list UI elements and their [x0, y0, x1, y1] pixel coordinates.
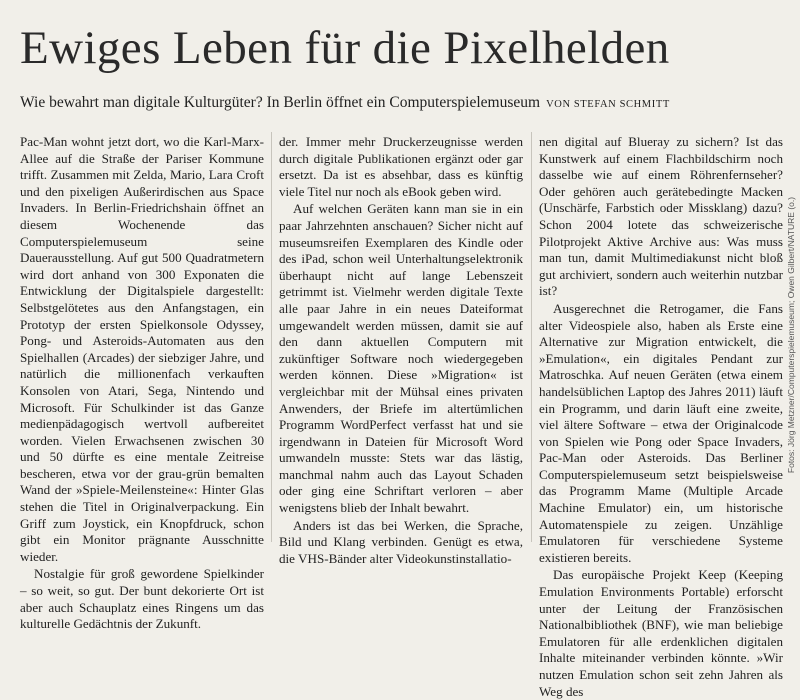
article-column-3: [539, 134, 783, 699]
article-subheadline-row: [20, 94, 670, 114]
column-3-paragraph-1: nen digital auf Blueray zu sichern? Ist das Kunstwerk auf einem Flachbildschirm noch dasselbe wie auf einem Röhrenfernseher? Oder gehören auch gerätebedingte Macken (Unschärfe, Farbstich oder Missklang) dazu? Schon 2004 lotete das schweizerische Pilotprojekt Aktive Archive aus: Was muss man tun, damit Multimediakunst nicht bloß gut archiviert, sondern auch weiterhin nutzbar ist?: [539, 134, 783, 299]
photo-credit: [784, 150, 798, 520]
column-3-paragraph-3: Das europäische Projekt Keep (Keeping Emulation Environments Portable) erforscht unter der Leitung der Französischen Nationalbibliothek (BNF), wie man beliebige Emulatoren für alle erdenklichen digitalen Inhalte miteinander verbinden könnte. »Wir nutzen Emulation schon seit zehn Jahren als Weg des: [539, 567, 783, 699]
column-1-paragraph-1: Pac-Man wohnt jetzt dort, wo die Karl-Marx-Allee auf die Straße der Pariser Kommune trifft. Zusammen mit Zelda, Mario, Lara Croft und den pixeligen Außerirdischen aus Space Invaders. In Berlin-Friedrichshain öffnet an diesem Wochenende das Computerspielemuseum seine Dauerausstellung. Auf gut 500 Quadratmetern wird dort anhand von 300 Exponaten die Entwicklung der Digitalspiele dargestellt: Selbstgelötetes aus den Anfangstagen, ein Prototyp der ersten Spielkonsole Odyssey, Pong- und Asteroids-Automaten aus den Spielhallen (Arcades) der siebziger Jahre, und natürlich die millionenfach verkauften Konsolen von Atari, Sega, Nintendo und Microsoft. Für Schulkinder ist das Ganze medienpädagogisch wertvoll aufbereitet worden. Vielen Erwachsenen zwischen 30 und 50 dürfte es eine mentale Zeitreise bescheren, etwa vor der grau-grün bemalten Wand der »Spiele-Meilensteine«: Hinter Glas stehen die Titel in Originalverpackung. Ein Griff zum Joystick, ein Knopfdruck, schon gibt ein Monitor prägnante Ausschnitte wieder.: [20, 134, 264, 564]
column-2-paragraph-3: Anders ist das bei Werken, die Sprache, Bild und Klang verbinden. Genügt es etwa, die VHS-Bänder alter Videokunstinstallatio-: [279, 517, 523, 566]
article-column-1: [20, 134, 264, 632]
column-2-paragraph-1: der. Immer mehr Druckerzeugnisse werden durch digitale Publikationen ergänzt oder gar ersetzt. Da ist es absehbar, dass es künftig viele Titel nur noch als eBook geben wird.: [279, 134, 523, 199]
article-headline: Ewiges Leben für die Pixelhelden: [20, 22, 670, 74]
article-column-2: [279, 134, 523, 566]
column-2-paragraph-2: Auf welchen Geräten kann man sie in ein paar Jahrzehnten anschauen? Sicher nicht auf museumsreifen Exemplaren des Kindle oder des iPad, schon weil Unterhaltungselektronik überhaupt nicht auf lange Lebenszeit getrimmt ist. Vielmehr werden digitale Texte alle paar Jahre in ein neues Dateiformat umgewandelt werden müssen, damit sie auf den dann aktuellen Computern mit zukünftiger Software noch wiedergegeben werden können. Diese »Migration« ist vergleichbar mit der Mühsal eines privaten Anwenders, der Briefe im altertümlichen Programm WordPerfect verfasst hat und sie irgendwann in Dateien für Microsoft Word umwandeln musste: Stets war das lästig, manchmal nahm auch das Layout Schaden oder ging eine Schriftart verloren – aber wenigstens blieb der Inhalt bewahrt.: [279, 201, 523, 516]
column-3-paragraph-2: Ausgerechnet die Retrogamer, die Fans alter Videospiele also, haben als Erste eine Alternative zur Migration entwickelt, die »Emulation«, ein digitales Pendant zur Matroschka. Auf neuen Geräten (etwa einem handelsüblichen Laptop des Jahres 2011) läuft ein Programm, und darin läuft eine zweite, viel ältere Software – etwa der Originalcode von Spielen wie Pong oder Space Invaders, Pac-Man oder Asteroids. Das Berliner Computerspielemuseum setzt beispielsweise das Programm Mame (Multiple Arcade Machine Emulator) ein, um historische Automatenspiele zu zeigen. Unzählige Emulatoren für verschiedene Systeme existieren bereits.: [539, 300, 783, 565]
photo-credit-text: Fotos: Jörg Metzner/Computerspielemuseum; Owen Gilbert/NATURE (o.): [786, 196, 796, 474]
column-divider: [531, 132, 532, 542]
article-subheadline: Wie bewahrt man digitale Kulturgüter? In Berlin öffnet ein Computerspielemuseum: [20, 94, 541, 111]
column-divider: [271, 132, 272, 542]
article-byline: VON STEFAN SCHMITT: [546, 99, 670, 110]
column-1-paragraph-2: Nostalgie für groß gewordene Spielkinder – so weit, so gut. Der bunt dekorierte Ort ist aber auch Schauplatz eines Ringens um das kulturelle Gedächtnis der Zukunft.: [20, 566, 264, 632]
